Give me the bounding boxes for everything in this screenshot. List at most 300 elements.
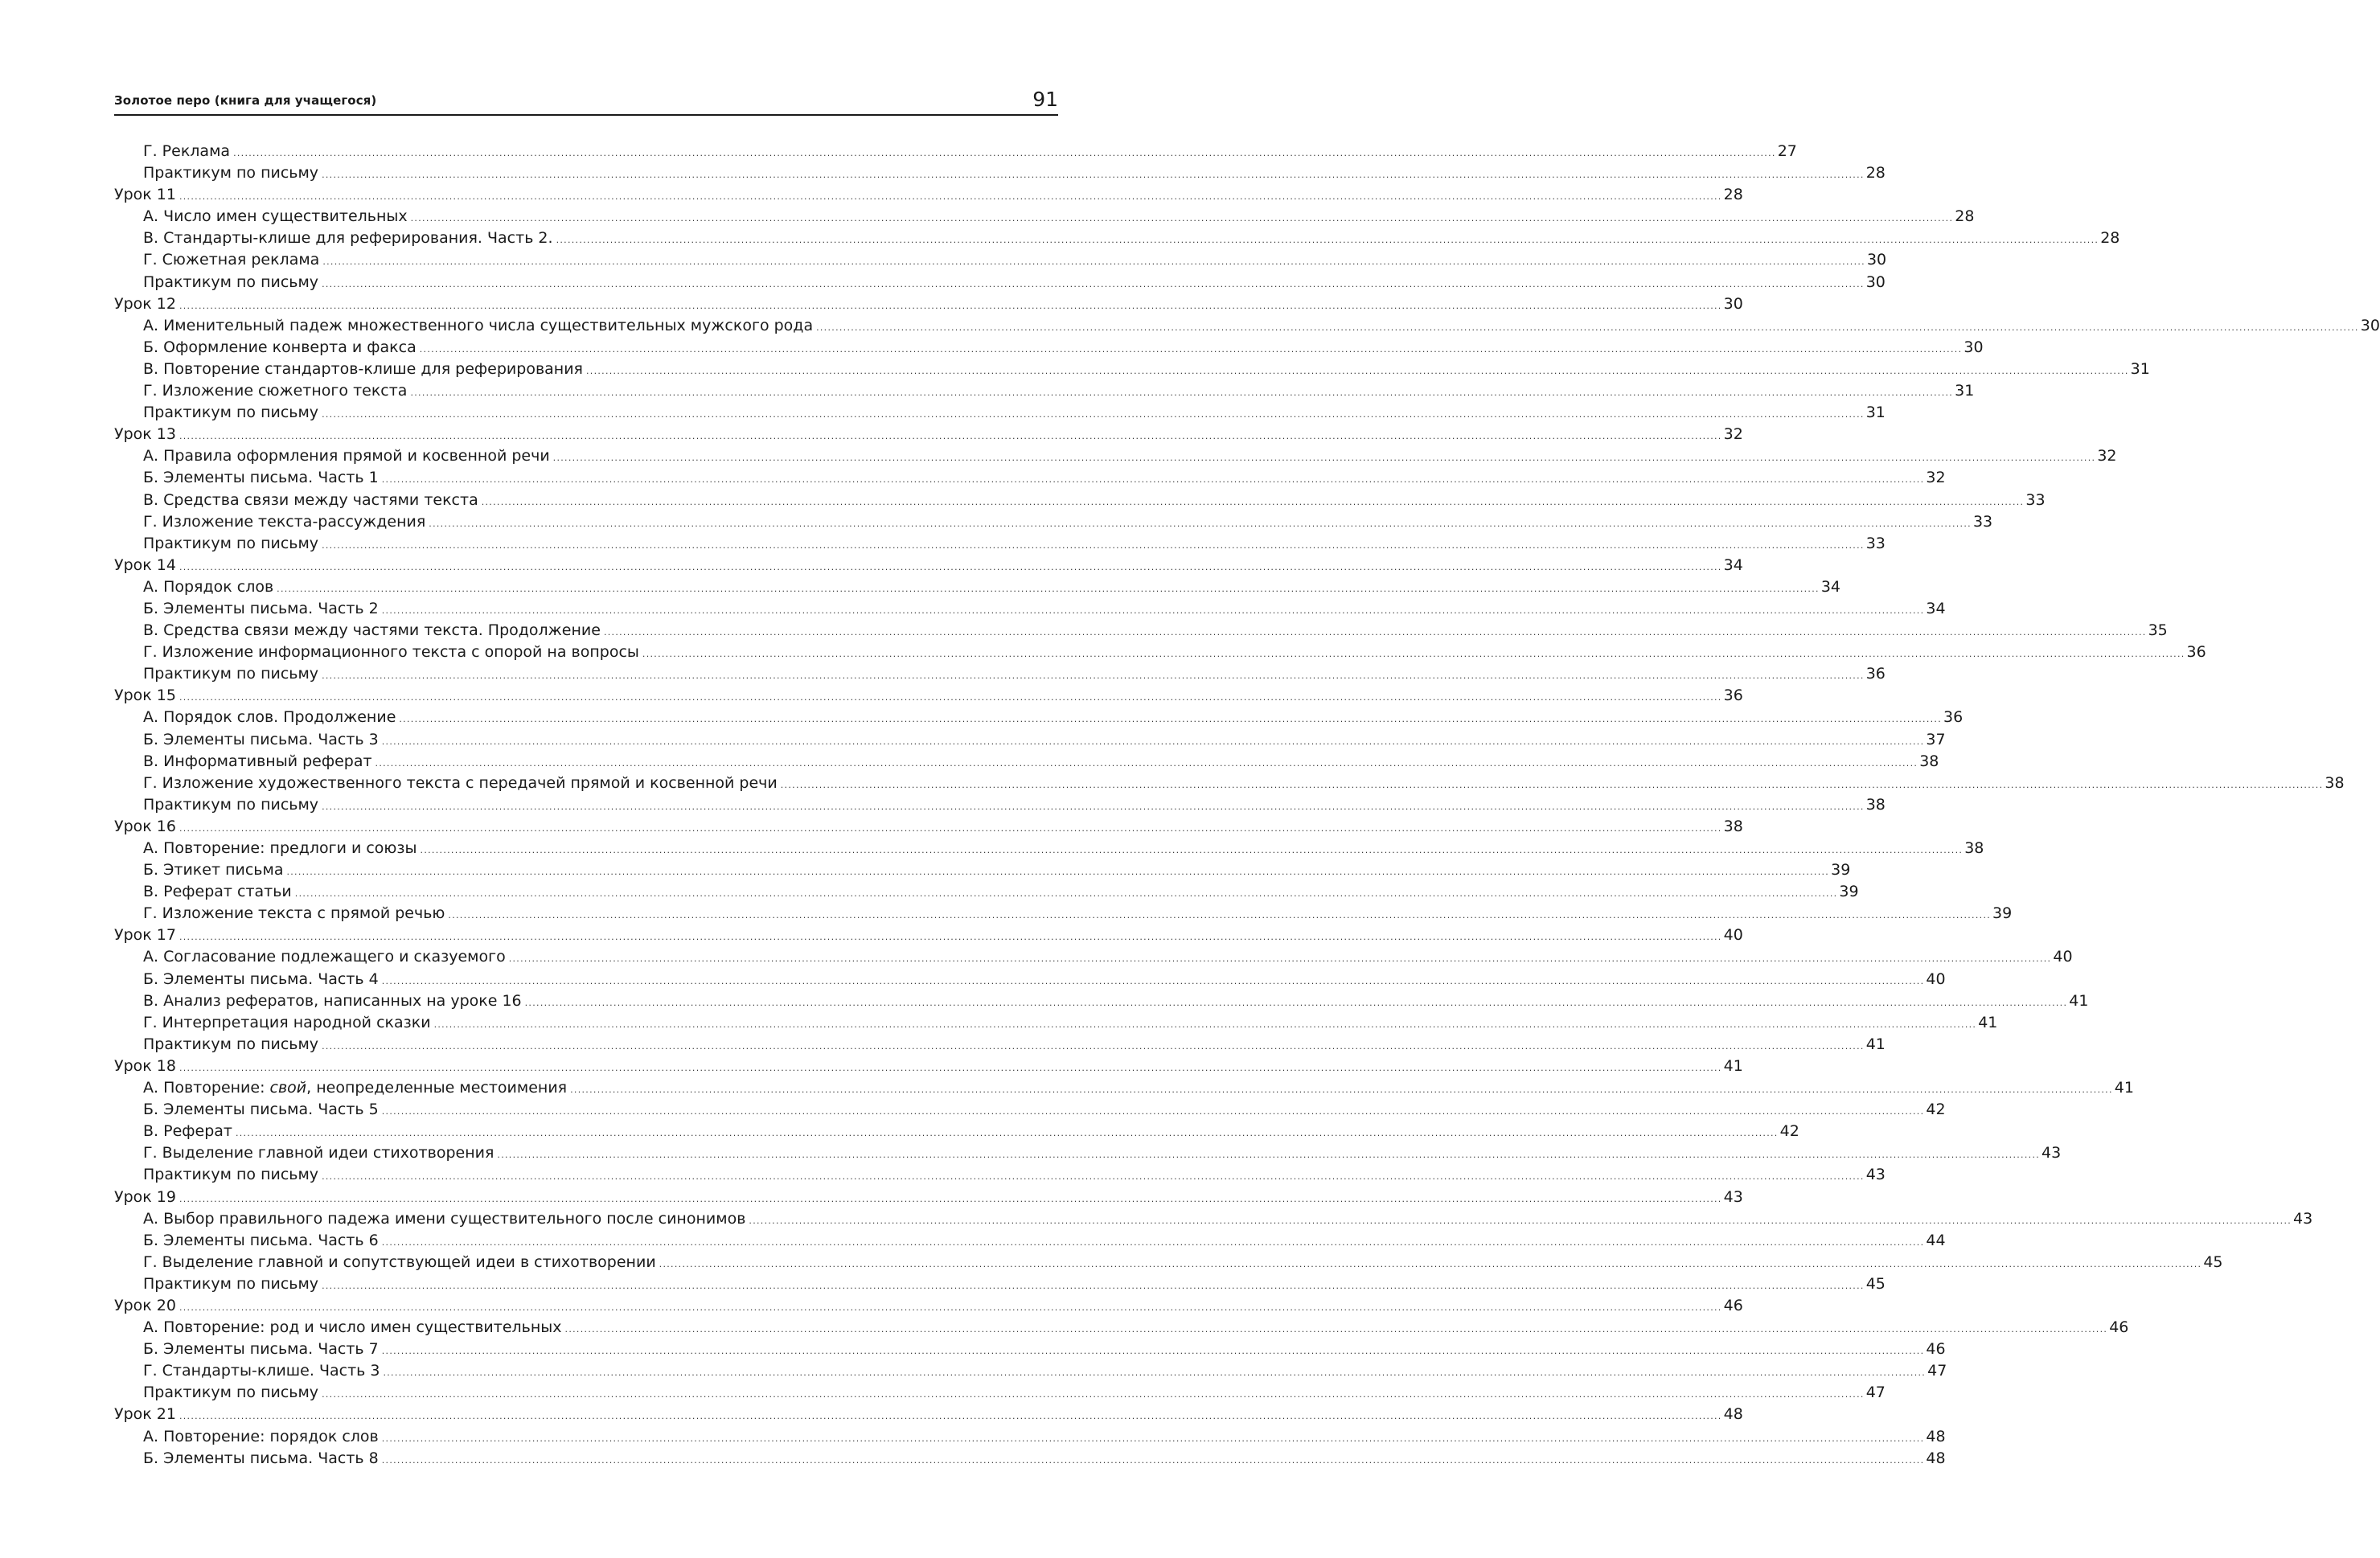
dot-leader: ................................................................................................................................................................................................................................................................................................................................................................................................................	[322, 256, 1865, 268]
toc-entry-text: Б. Элементы письма. Часть 8	[143, 1449, 379, 1467]
toc-section-entry	[114, 249, 1887, 271]
toc-page-number: 28	[1723, 186, 1743, 204]
toc-section-entry	[114, 1208, 2313, 1230]
toc-entry-title	[143, 1448, 379, 1470]
toc-section-entry	[114, 663, 1886, 685]
toc-page-number: 32	[2097, 447, 2117, 465]
toc-entry-title	[143, 576, 273, 598]
dot-leader: ................................................................................................................................................................................................................................................................................................................................................................................................................	[552, 453, 2096, 464]
toc-page-number: 40	[2053, 948, 2073, 966]
toc-entry-text: Б. Элементы письма. Часть 7	[143, 1340, 379, 1359]
toc-page-number: 30	[1866, 251, 1887, 269]
toc-entry-title	[143, 228, 553, 249]
toc-section-entry	[114, 380, 1975, 402]
toc-section-entry	[114, 794, 1886, 816]
toc-section-entry	[114, 903, 2013, 925]
toc-entry-title	[143, 751, 372, 773]
dot-leader: ................................................................................................................................................................................................................................................................................................................................................................................................................	[564, 1324, 2108, 1335]
toc-page-number: 36	[1865, 665, 1886, 683]
toc-entry-text: А. Повторение: род и число имен существительных	[143, 1318, 562, 1337]
toc-entry-text: Г. Интерпретация народной сказки	[143, 1013, 431, 1031]
dot-leader: ................................................................................................................................................................................................................................................................................................................................................................................................................	[420, 845, 1964, 855]
toc-section-entry	[114, 445, 2117, 467]
dot-leader: ................................................................................................................................................................................................................................................................................................................................................................................................................	[419, 343, 1963, 355]
toc-section-entry	[114, 642, 2206, 663]
dot-leader: ................................................................................................................................................................................................................................................................................................................................................................................................................	[235, 1128, 1779, 1139]
toc-entry-title	[143, 1382, 318, 1404]
toc-section-entry	[114, 729, 1946, 751]
dot-leader: ................................................................................................................................................................................................................................................................................................................................................................................................................	[381, 1454, 1925, 1466]
dot-leader: ................................................................................................................................................................................................................................................................................................................................................................................................................	[178, 300, 1722, 311]
dot-leader: ................................................................................................................................................................................................................................................................................................................................................................................................................	[375, 757, 1918, 769]
toc-entry-text: Г. Выделение главной и сопутствующей идеи в стихотворении	[143, 1253, 656, 1271]
toc-entry-title	[143, 838, 417, 859]
dot-leader: ................................................................................................................................................................................................................................................................................................................................................................................................................	[381, 1433, 1925, 1444]
dot-leader: ................................................................................................................................................................................................................................................................................................................................................................................................................	[233, 148, 1776, 158]
toc-lesson-entry	[114, 1056, 1743, 1077]
toc-page-number: 42	[1779, 1122, 1799, 1141]
toc-page-number: 28	[2100, 229, 2120, 248]
toc-section-entry	[114, 1077, 2134, 1099]
toc-section-entry	[114, 1230, 1946, 1252]
toc-page-number: 45	[2203, 1253, 2223, 1271]
toc-section-entry	[114, 141, 1797, 162]
dot-leader: ................................................................................................................................................................................................................................................................................................................................................................................................................	[433, 1019, 1977, 1030]
toc-lesson-entry	[114, 424, 1743, 445]
toc-section-entry	[114, 1034, 1886, 1056]
toc-page-number: 41	[1723, 1056, 1743, 1075]
dot-leader: ................................................................................................................................................................................................................................................................................................................................................................................................................	[322, 539, 1865, 551]
toc-entry-title	[143, 1099, 379, 1121]
toc-lesson-entry	[114, 184, 1743, 206]
toc-section-entry	[114, 490, 2046, 511]
toc-entry-title	[143, 1121, 232, 1142]
toc-lesson-entry	[114, 293, 1743, 315]
toc-entry-title	[143, 990, 522, 1012]
toc-entry-text: Урок 15	[114, 687, 176, 705]
toc-entry-text: Практикум по письму	[143, 404, 319, 422]
toc-entry-title	[143, 881, 292, 903]
dot-leader: ................................................................................................................................................................................................................................................................................................................................................................................................................	[381, 1346, 1925, 1357]
toc-page-number: 38	[1964, 839, 1984, 857]
toc-entry-text: Б. Элементы письма. Часть 2	[143, 599, 379, 617]
toc-entry-text: Практикум по письму	[143, 795, 319, 814]
dot-leader: ................................................................................................................................................................................................................................................................................................................................................................................................................	[322, 278, 1865, 289]
dot-leader: ................................................................................................................................................................................................................................................................................................................................................................................................................	[178, 561, 1722, 572]
toc-page-number: 27	[1777, 142, 1797, 160]
toc-entry-text: А. Число имен существительных	[143, 207, 408, 226]
toc-page-number: 36	[1723, 687, 1743, 705]
toc-entry-title	[143, 969, 379, 990]
dot-leader: ................................................................................................................................................................................................................................................................................................................................................................................................................	[178, 1062, 1722, 1073]
toc-entry-text: Б. Элементы письма. Часть 5	[143, 1101, 379, 1119]
toc-page-number: 30	[1723, 294, 1743, 313]
toc-page-number: 28	[1955, 207, 1975, 226]
toc-page-number: 33	[2025, 490, 2046, 509]
toc-entry-text: Г. Изложение художественного текста с передачей прямой и косвенной речи	[143, 773, 778, 792]
toc-section-entry	[114, 1273, 1886, 1295]
toc-page-number: 34	[1723, 556, 1743, 574]
dot-leader: ................................................................................................................................................................................................................................................................................................................................................................................................................	[178, 191, 1722, 203]
toc-section-entry	[114, 620, 2168, 642]
toc-entry-text: Г. Изложение текста с прямой речью	[143, 904, 445, 923]
toc-page-number: 43	[2293, 1209, 2313, 1228]
dot-leader: ................................................................................................................................................................................................................................................................................................................................................................................................................	[322, 670, 1865, 682]
dot-leader: ................................................................................................................................................................................................................................................................................................................................................................................................................	[383, 1367, 1927, 1379]
toc-entry-title	[143, 598, 379, 620]
toc-lesson-entry	[114, 925, 1743, 946]
toc-page-number: 38	[2325, 773, 2345, 792]
toc-entry-text: Практикум по письму	[143, 1166, 319, 1184]
toc-section-entry	[114, 337, 1984, 359]
dot-leader: ................................................................................................................................................................................................................................................................................................................................................................................................................	[286, 867, 1830, 878]
toc-section-entry	[114, 1164, 1886, 1186]
toc-lesson-entry	[114, 1404, 1743, 1425]
toc-entry-text-tail: , неопределенные местоимения	[306, 1079, 568, 1097]
toc-entry-title	[143, 249, 319, 271]
toc-entry-title	[143, 1077, 567, 1099]
dot-leader: ................................................................................................................................................................................................................................................................................................................................................................................................................	[322, 1280, 1865, 1291]
toc-section-entry	[114, 511, 1993, 533]
toc-page-number: 32	[1926, 469, 1946, 487]
toc-section-entry	[114, 467, 1946, 489]
dot-leader: ................................................................................................................................................................................................................................................................................................................................................................................................................	[497, 1150, 2041, 1161]
toc-section-entry	[114, 1360, 1947, 1382]
toc-entry-text: А. Повторение: порядок слов	[143, 1427, 379, 1445]
toc-page-number: 31	[1955, 382, 1975, 400]
toc-section-entry	[114, 1317, 2129, 1339]
header-rule	[114, 114, 1058, 116]
toc-entry-text: В. Реферат статьи	[143, 883, 292, 901]
toc-page-number: 43	[2041, 1144, 2062, 1162]
toc-entry-title	[143, 359, 583, 380]
dot-leader: ................................................................................................................................................................................................................................................................................................................................................................................................................	[178, 932, 1722, 943]
toc-section-entry	[114, 598, 1946, 620]
toc-page-number: 31	[1865, 404, 1886, 422]
toc-section-entry	[114, 838, 1984, 859]
toc-page-number: 36	[1943, 708, 1964, 727]
toc-entry-text: Практикум по письму	[143, 1035, 319, 1053]
toc-entry-text: Урок 13	[114, 425, 176, 444]
dot-leader: ................................................................................................................................................................................................................................................................................................................................................................................................................	[556, 235, 2099, 246]
toc-entry-text: А. Повторение: предлоги и союзы	[143, 839, 417, 857]
toc-entry-title	[143, 794, 318, 816]
toc-page-number: 36	[2186, 643, 2206, 662]
toc-page-number: 41	[2069, 991, 2089, 1010]
toc-section-entry	[114, 1012, 1998, 1034]
dot-leader: ................................................................................................................................................................................................................................................................................................................................................................................................................	[322, 801, 1865, 812]
dot-leader: ................................................................................................................................................................................................................................................................................................................................................................................................................	[322, 1389, 1865, 1400]
dot-leader: ................................................................................................................................................................................................................................................................................................................................................................................................................	[178, 1411, 1722, 1422]
toc-entry-text: Урок 20	[114, 1296, 176, 1314]
dot-leader: ................................................................................................................................................................................................................................................................................................................................................................................................................	[429, 518, 1972, 529]
toc-entry-text: Г. Изложение текста-рассуждения	[143, 512, 426, 531]
toc-section-entry	[114, 1426, 1946, 1448]
dot-leader: ................................................................................................................................................................................................................................................................................................................................................................................................................	[410, 213, 1954, 224]
toc-entry-text: Урок 17	[114, 926, 176, 945]
toc-page-number: 30	[1865, 273, 1886, 291]
toc-entry-text: А. Порядок слов. Продолжение	[143, 708, 396, 727]
toc-entry-title	[143, 511, 425, 533]
toc-section-entry	[114, 1121, 1799, 1142]
toc-page-number: 30	[2360, 316, 2380, 334]
toc-entry-title	[143, 1208, 745, 1230]
toc-entry-text: Г. Стандарты-клише. Часть 3	[143, 1362, 380, 1380]
toc-entry-text: А. Выбор правильного падежа имени существительного после синонимов	[143, 1209, 746, 1228]
toc-section-entry	[114, 402, 1886, 424]
dot-leader: ................................................................................................................................................................................................................................................................................................................................................................................................................	[322, 170, 1865, 181]
toc-entry-title	[114, 293, 176, 315]
toc-page-number: 39	[1992, 904, 2013, 923]
toc-section-entry	[114, 946, 2073, 968]
toc-entry-title	[114, 1187, 176, 1208]
toc-entry-text: Урок 12	[114, 294, 176, 313]
dot-leader: ................................................................................................................................................................................................................................................................................................................................................................................................................	[381, 975, 1925, 986]
toc-entry-title	[143, 337, 416, 359]
toc-page-number: 42	[1926, 1101, 1946, 1119]
toc-section-entry	[114, 359, 2150, 380]
toc-page-number: 28	[1865, 164, 1886, 182]
toc-entry-text: Г. Реклама	[143, 142, 231, 160]
toc-entry-title	[143, 445, 550, 467]
toc-entry-title	[143, 402, 318, 424]
toc-entry-text: В. Анализ рефератов, написанных на уроке 16	[143, 991, 522, 1010]
dot-leader: ................................................................................................................................................................................................................................................................................................................................................................................................................	[381, 1106, 1925, 1117]
toc-page-number: 34	[1926, 599, 1946, 617]
toc-page-number: 38	[1919, 752, 1939, 770]
toc-entry-text: А. Повторение:	[143, 1079, 270, 1097]
toc-section-entry	[114, 881, 1859, 903]
book-title: Золотое перо (книга для учащегося)	[114, 93, 377, 108]
toc-entry-text: Б. Этикет письма	[143, 861, 284, 879]
toc-page-number: 46	[1926, 1340, 1946, 1359]
toc-entry-text: Практикум по письму	[143, 534, 319, 552]
dot-leader: ................................................................................................................................................................................................................................................................................................................................................................................................................	[508, 953, 2052, 965]
toc-entry-title	[143, 1252, 656, 1273]
toc-page-number: 47	[1865, 1384, 1886, 1402]
toc-section-entry	[114, 1382, 1886, 1404]
dot-leader: ................................................................................................................................................................................................................................................................................................................................................................................................................	[178, 1193, 1722, 1204]
toc-page-number: 45	[1865, 1274, 1886, 1293]
toc-section-entry	[114, 707, 1964, 728]
dot-leader: ................................................................................................................................................................................................................................................................................................................................................................................................................	[749, 1215, 2292, 1226]
toc-entry-text: Практикум по письму	[143, 1274, 319, 1293]
toc-page-number: 41	[1978, 1013, 1998, 1031]
toc-section-entry	[114, 228, 2120, 249]
toc-page-number: 44	[1926, 1231, 1946, 1249]
toc-entry-text: Б. Элементы письма. Часть 6	[143, 1231, 379, 1249]
toc-entry-text: В. Реферат	[143, 1122, 232, 1141]
toc-lesson-entry	[114, 1187, 1743, 1208]
toc-entry-title	[114, 816, 176, 838]
dot-leader: ................................................................................................................................................................................................................................................................................................................................................................................................................	[642, 649, 2185, 660]
dot-leader: ................................................................................................................................................................................................................................................................................................................................................................................................................	[381, 736, 1925, 747]
toc-entry-text: В. Стандарты-клише для реферирования. Часть 2.	[143, 229, 553, 248]
dot-leader: ................................................................................................................................................................................................................................................................................................................................................................................................................	[381, 474, 1925, 486]
dot-leader: ................................................................................................................................................................................................................................................................................................................................................................................................................	[277, 583, 1820, 594]
dot-leader: ................................................................................................................................................................................................................................................................................................................................................................................................................	[659, 1258, 2202, 1269]
toc-entry-text: А. Согласование подлежащего и сказуемого	[143, 948, 506, 966]
toc-page-number: 41	[1865, 1035, 1886, 1053]
toc-entry-text: Б. Элементы письма. Часть 3	[143, 730, 379, 748]
toc-entry-text: Урок 11	[114, 186, 176, 204]
toc-section-entry	[114, 1339, 1946, 1360]
toc-entry-text: Урок 16	[114, 817, 176, 835]
toc-entry-title	[114, 1404, 176, 1425]
toc-entry-title	[143, 162, 318, 184]
dot-leader: ................................................................................................................................................................................................................................................................................................................................................................................................................	[524, 997, 2068, 1008]
dot-leader: ................................................................................................................................................................................................................................................................................................................................................................................................................	[399, 714, 1943, 725]
toc-page-number: 46	[1723, 1296, 1743, 1314]
toc-entry-title	[143, 903, 445, 925]
toc-entry-title	[143, 1317, 562, 1339]
toc-entry-title	[114, 424, 176, 445]
toc-page-number: 30	[1964, 338, 1984, 356]
toc-entry-text: А. Именительный падеж множественного числа существительных мужского рода	[143, 316, 814, 334]
toc-page-number: 38	[1723, 817, 1743, 835]
toc-section-entry	[114, 1252, 2223, 1273]
toc-page-number: 46	[2109, 1318, 2129, 1337]
toc-section-entry	[114, 859, 1851, 881]
toc-section-entry	[114, 272, 1886, 293]
toc-entry-title	[143, 467, 379, 489]
toc-entry-title	[143, 141, 230, 162]
toc-entry-text: А. Порядок слов	[143, 577, 274, 596]
toc-entry-title	[143, 1164, 318, 1186]
toc-page-number: 31	[2130, 359, 2150, 378]
toc-lesson-entry	[114, 555, 1743, 576]
toc-page-number: 43	[1723, 1187, 1743, 1206]
toc-page-number: 41	[2114, 1079, 2134, 1097]
toc-section-entry	[114, 576, 1840, 598]
dot-leader: ................................................................................................................................................................................................................................................................................................................................................................................................................	[178, 822, 1722, 834]
toc-section-entry	[114, 162, 1886, 184]
toc-entry-title	[143, 1230, 379, 1252]
toc-entry-text: Г. Изложение сюжетного текста	[143, 382, 408, 400]
toc-page-number: 40	[1723, 926, 1743, 945]
toc-entry-title	[143, 707, 396, 728]
toc-entry-title	[143, 859, 283, 881]
toc-page-number: 43	[1865, 1166, 1886, 1184]
toc-entry-title	[114, 555, 176, 576]
toc-entry-text: Б. Оформление конверта и факса	[143, 338, 416, 356]
toc-section-entry	[114, 990, 2089, 1012]
toc-section-entry	[114, 1448, 1946, 1470]
toc-entry-text: Урок 19	[114, 1187, 176, 1206]
toc-entry-text: Урок 14	[114, 556, 176, 574]
dot-leader: ................................................................................................................................................................................................................................................................................................................................................................................................................	[448, 910, 1992, 921]
toc-entry-text: В. Средства связи между частями текста	[143, 490, 478, 509]
toc-entry-emphasis: свой	[269, 1079, 307, 1097]
dot-leader: ................................................................................................................................................................................................................................................................................................................................................................................................................	[178, 1302, 1722, 1313]
toc-entry-text: Практикум по письму	[143, 1384, 319, 1402]
toc-page-number: 38	[1865, 795, 1886, 814]
toc-page-number: 32	[1723, 425, 1743, 444]
dot-leader: ................................................................................................................................................................................................................................................................................................................................................................................................................	[178, 431, 1722, 442]
toc-entry-title	[114, 925, 176, 946]
page-number: 91	[1032, 88, 1058, 111]
toc-entry-title	[143, 315, 813, 337]
toc-entry-title	[143, 1273, 318, 1295]
toc-page-number: 39	[1839, 883, 1859, 901]
toc-entry-text: В. Средства связи между частями текста. Продолжение	[143, 621, 601, 640]
toc-entry-title	[143, 773, 778, 794]
running-header	[114, 80, 1058, 116]
toc-entry-title	[143, 663, 318, 685]
toc-entry-text: Урок 18	[114, 1056, 176, 1075]
dot-leader: ................................................................................................................................................................................................................................................................................................................................................................................................................	[381, 605, 1925, 616]
toc-section-entry	[114, 1099, 1946, 1121]
toc-entry-title	[143, 1012, 431, 1034]
toc-entry-text: Урок 21	[114, 1405, 176, 1424]
toc-entry-title	[143, 1142, 494, 1164]
toc-page-number: 47	[1927, 1362, 1947, 1380]
toc-entry-title	[114, 685, 176, 707]
toc-page-number: 40	[1926, 970, 1946, 988]
dot-leader: ................................................................................................................................................................................................................................................................................................................................................................................................................	[178, 692, 1722, 703]
toc-page-number: 39	[1831, 861, 1851, 879]
toc-section-entry	[114, 773, 2345, 794]
dot-leader: ................................................................................................................................................................................................................................................................................................................................................................................................................	[780, 779, 2324, 790]
toc-section-entry	[114, 751, 1939, 773]
dot-leader: ................................................................................................................................................................................................................................................................................................................................................................................................................	[322, 1040, 1865, 1052]
toc-entry-title	[143, 620, 601, 642]
toc-entry-text: В. Информативный реферат	[143, 752, 372, 770]
toc-section-entry	[114, 315, 2380, 337]
dot-leader: ................................................................................................................................................................................................................................................................................................................................................................................................................	[410, 387, 1954, 399]
dot-leader: ................................................................................................................................................................................................................................................................................................................................................................................................................	[585, 365, 2129, 376]
toc-entry-text: Г. Выделение главной идеи стихотворения	[143, 1144, 494, 1162]
toc-entry-title	[143, 729, 379, 751]
toc-entry-text: Г. Сюжетная реклама	[143, 251, 320, 269]
dot-leader: ................................................................................................................................................................................................................................................................................................................................................................................................................	[322, 1171, 1865, 1183]
toc-page-number: 34	[1820, 577, 1840, 596]
toc-lesson-entry	[114, 816, 1743, 838]
dot-leader: ................................................................................................................................................................................................................................................................................................................................................................................................................	[322, 409, 1865, 420]
table-of-contents	[114, 141, 2380, 1470]
toc-entry-title	[143, 642, 639, 663]
dot-leader: ................................................................................................................................................................................................................................................................................................................................................................................................................	[481, 496, 2025, 507]
toc-section-entry	[114, 1142, 2062, 1164]
toc-entry-title	[114, 1056, 176, 1077]
toc-entry-text: В. Повторение стандартов-клише для реферирования	[143, 359, 583, 378]
toc-entry-text: Практикум по письму	[143, 164, 319, 182]
toc-entry-text: Практикум по письму	[143, 273, 319, 291]
toc-entry-text: Г. Изложение информационного текста с опорой на вопросы	[143, 643, 639, 662]
toc-entry-text: Б. Элементы письма. Часть 1	[143, 469, 379, 487]
toc-section-entry	[114, 533, 1886, 555]
dot-leader: ................................................................................................................................................................................................................................................................................................................................................................................................................	[294, 888, 1838, 900]
dot-leader: ................................................................................................................................................................................................................................................................................................................................................................................................................	[816, 322, 2359, 333]
toc-entry-title	[143, 490, 478, 511]
toc-entry-title	[143, 1339, 379, 1360]
toc-page-number: 33	[1865, 534, 1886, 552]
toc-page-number: 48	[1926, 1427, 1946, 1445]
toc-page-number: 33	[1972, 512, 1993, 531]
dot-leader: ................................................................................................................................................................................................................................................................................................................................................................................................................	[603, 627, 2147, 638]
dot-leader: ................................................................................................................................................................................................................................................................................................................................................................................................................	[381, 1236, 1925, 1248]
toc-entry-text: Б. Элементы письма. Часть 4	[143, 970, 379, 988]
toc-lesson-entry	[114, 685, 1743, 707]
toc-entry-title	[143, 533, 318, 555]
toc-entry-title	[143, 272, 318, 293]
toc-entry-title	[143, 1426, 379, 1448]
toc-entry-text: А. Правила оформления прямой и косвенной речи	[143, 447, 550, 465]
toc-entry-text: Практикум по письму	[143, 665, 319, 683]
toc-section-entry	[114, 969, 1946, 990]
toc-page-number: 37	[1926, 730, 1946, 748]
toc-entry-title	[143, 1360, 380, 1382]
